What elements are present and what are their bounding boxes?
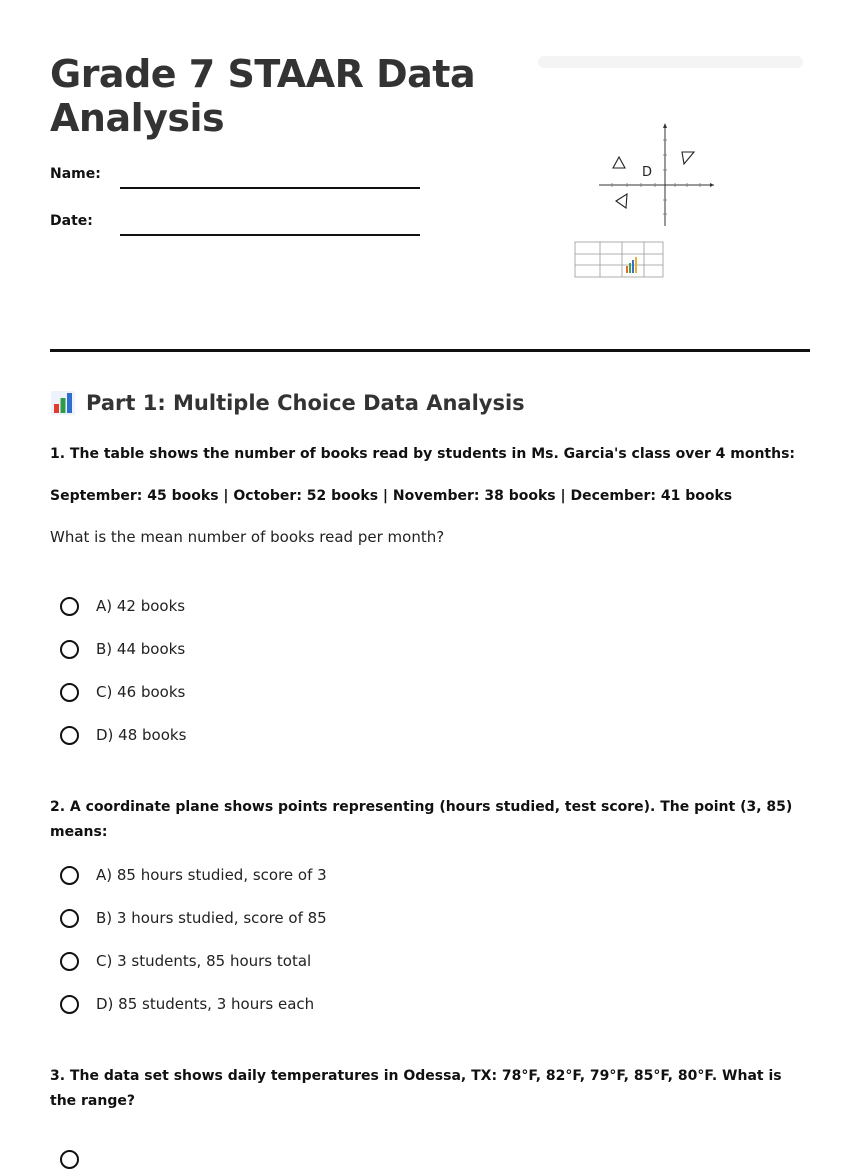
option-label: B) 3 hours studied, score of 85 (96, 909, 327, 927)
radio-button[interactable] (60, 597, 79, 616)
header-graphic (570, 118, 730, 283)
q2-option-a[interactable] (60, 863, 327, 887)
mini-table-graphic (575, 242, 663, 277)
name-field[interactable] (120, 187, 420, 189)
option-label: D) 48 books (96, 726, 187, 744)
question-3-stem: 3. The data set shows daily temperatures in Odessa, TX: 78°F, 82°F, 79°F, 85°F, 80°F. What is the range? (50, 1068, 782, 1109)
coordinate-plane-graphic (599, 123, 714, 226)
option-label: A) 85 hours studied, score of 3 (96, 866, 327, 884)
question-2-stem: 2. A coordinate plane shows points representing (hours studied, test score). The point (3, 85) means: (50, 799, 793, 840)
radio-button[interactable] (60, 995, 79, 1014)
section-heading (50, 390, 525, 416)
radio-button[interactable] (60, 909, 79, 928)
option-label: C) 46 books (96, 683, 186, 701)
q1-option-b[interactable] (60, 637, 185, 661)
radio-button[interactable] (60, 726, 79, 745)
name-label: Name: (50, 166, 101, 182)
radio-button[interactable] (60, 683, 79, 702)
q1-option-c[interactable] (60, 680, 185, 704)
q1-option-d[interactable] (60, 723, 186, 747)
date-field[interactable] (120, 234, 420, 236)
option-label: B) 44 books (96, 640, 186, 658)
q2-option-b[interactable] (60, 906, 327, 930)
question-1-stem: 1. The table shows the number of books read by students in Ms. Garcia's class over 4 months: (50, 446, 796, 462)
option-label: D) 85 students, 3 hours each (96, 995, 315, 1013)
bar-chart-icon (50, 390, 76, 416)
q1-option-a[interactable] (60, 594, 185, 618)
radio-button[interactable] (60, 952, 79, 971)
question-1-data: September: 45 books | October: 52 books | November: 38 books | December: 41 books (50, 488, 733, 504)
option-label: A) 42 books (96, 597, 186, 615)
option-label: C) 3 students, 85 hours total (96, 952, 312, 970)
radio-button[interactable] (60, 1150, 79, 1169)
section-divider (50, 349, 810, 352)
radio-button[interactable] (60, 640, 79, 659)
date-label: Date: (50, 213, 93, 229)
page-title: Grade 7 STAAR Data Analysis (50, 52, 476, 140)
question-1-prompt: What is the mean number of books read per month? (50, 528, 445, 546)
q2-option-c[interactable] (60, 949, 311, 973)
faint-header-decoration (538, 56, 803, 68)
section-title: Part 1: Multiple Choice Data Analysis (86, 391, 525, 415)
graphic-letter: D (642, 165, 653, 180)
q3-option-a[interactable] (60, 1147, 96, 1171)
q2-option-d[interactable] (60, 992, 314, 1016)
radio-button[interactable] (60, 866, 79, 885)
